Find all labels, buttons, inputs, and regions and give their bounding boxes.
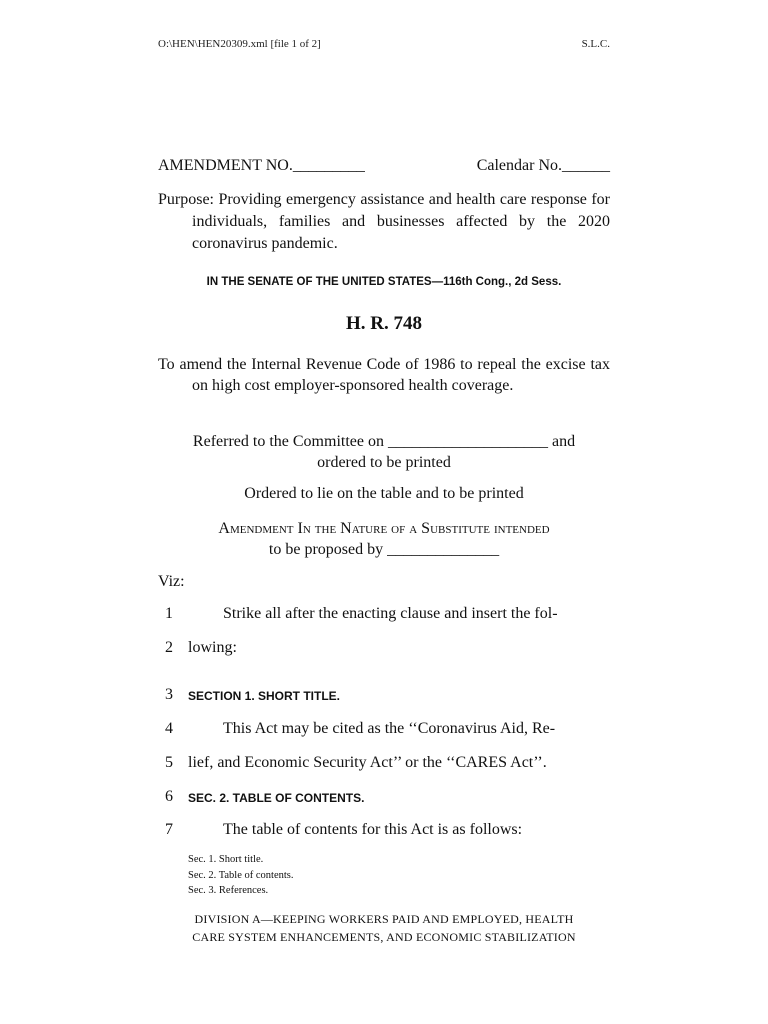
purpose-statement: Purpose: Providing emergency assistance and health care response for individuals, families and businesses affected by the 2020 coronavirus pandemic. xyxy=(158,191,610,252)
bill-number: H. R. 748 xyxy=(346,313,422,334)
line-text: The table of contents for this Act is as follows: xyxy=(223,821,523,838)
bill-line xyxy=(158,605,610,627)
substitute-line-1: Amendment In the Nature of a Substitute intended xyxy=(218,520,550,537)
bill-line xyxy=(158,754,610,776)
line-text: Strike all after the enacting clause and insert the fol- xyxy=(223,605,558,622)
line-number: 5 xyxy=(165,754,173,771)
file-header: O:\HEN\HEN20309.xml [file 1 of 2] xyxy=(158,38,321,50)
section-heading: SECTION 1. SHORT TITLE. xyxy=(188,689,341,703)
bill-line xyxy=(158,821,610,843)
bill-line xyxy=(158,720,610,742)
line-number: 6 xyxy=(165,788,173,805)
line-number: 4 xyxy=(165,720,173,737)
bill-line xyxy=(158,686,610,708)
bill-title: To amend the Internal Revenue Code of 1986 to repeal the excise tax on high cost employer-sponsored health coverage. xyxy=(158,356,610,394)
toc-entry: Sec. 3. References. xyxy=(188,885,269,896)
line-number: 7 xyxy=(165,821,173,838)
ordered-note: Ordered to lie on the table and to be printed xyxy=(244,485,524,502)
division-line-2: CARE SYSTEM ENHANCEMENTS, AND ECONOMIC STABILIZATION xyxy=(192,930,576,944)
line-text: This Act may be cited as the ‘‘Coronavirus Aid, Re- xyxy=(223,720,556,737)
table-of-contents xyxy=(188,852,294,899)
senate-heading: IN THE SENATE OF THE UNITED STATES—116th Cong., 2d Sess. xyxy=(206,276,562,288)
referral-line-2: ordered to be printed xyxy=(317,454,451,471)
referral-note xyxy=(158,431,610,473)
line-number: 1 xyxy=(165,605,173,622)
section-heading: SEC. 2. TABLE OF CONTENTS. xyxy=(188,791,365,805)
amendment-line xyxy=(158,157,610,175)
toc-entry: Sec. 2. Table of contents. xyxy=(188,869,294,881)
toc-entry: Sec. 1. Short title. xyxy=(188,854,264,865)
referral-line-1: Referred to the Committee on ____________________ and xyxy=(192,433,576,450)
amendment-number: AMENDMENT NO._________ xyxy=(158,157,365,174)
bill-line xyxy=(158,788,610,810)
line-text: lief, and Economic Security Act’’ or the ‘‘CARES Act’’. xyxy=(188,754,547,771)
slc-header: S.L.C. xyxy=(581,38,610,50)
substitute-note xyxy=(158,518,610,560)
line-number: 2 xyxy=(165,639,173,656)
calendar-number: Calendar No.______ xyxy=(476,157,610,174)
division-line-1: DIVISION A—KEEPING WORKERS PAID AND EMPLOYED, HEALTH xyxy=(194,912,574,926)
substitute-line-2: to be proposed by ______________ xyxy=(268,541,500,558)
bill-line xyxy=(158,639,610,661)
viz-label: Viz: xyxy=(158,573,185,590)
division-heading xyxy=(158,910,610,946)
line-text: lowing: xyxy=(188,639,237,656)
line-number: 3 xyxy=(165,686,173,703)
